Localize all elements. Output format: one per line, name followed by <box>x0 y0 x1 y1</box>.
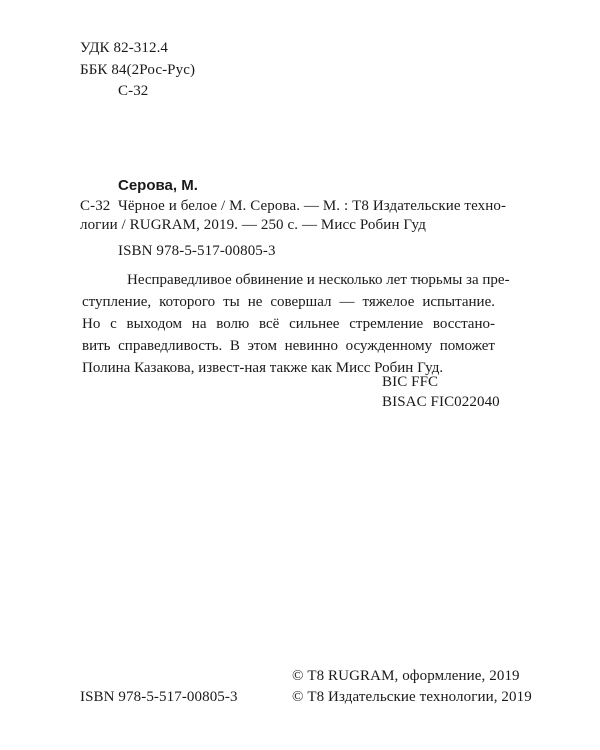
annotation-line: Но с выходом на волю всё сильнее стремление восстано- <box>82 316 495 332</box>
annotation-line: Полина Казакова, извест-ная также как Мисс Робин Гуд. <box>82 360 444 376</box>
udk-code: УДК 82-312.4 <box>80 40 169 56</box>
record-isbn: ISBN 978-5-517-00805-3 <box>118 243 276 259</box>
annotation-line: вить справедливость. В этом невинно осужденному поможет <box>82 338 495 354</box>
annotation-line: Несправедливое обвинение и несколько лет тюрьмы за пре- <box>127 272 510 288</box>
record-description-line2: логии / RUGRAM, 2019. — 250 с. — Мисс Робин Гуд <box>80 217 426 233</box>
annotation-line: ступление, которого ты не совершал — тяжелое испытание. <box>82 294 495 310</box>
bisac-code: BISAC FIC022040 <box>382 394 500 410</box>
author-name: Серова, М. <box>118 177 198 194</box>
author-sign-record: С-32 <box>80 198 111 214</box>
annotation-paragraph <box>82 269 510 379</box>
bic-code: BIC FFC <box>382 374 439 390</box>
copyright-publisher: © Т8 Издательские технологии, 2019 <box>292 689 532 705</box>
copyright-design: © Т8 RUGRAM, оформление, 2019 <box>292 668 520 684</box>
footer-isbn: ISBN 978-5-517-00805-3 <box>80 689 238 705</box>
bbk-code: ББК 84(2Рос-Рус) <box>80 62 196 78</box>
author-sign-top: С-32 <box>118 83 149 99</box>
record-description-line1: Чёрное и белое / М. Серова. — М. : Т8 Издательские техно- <box>118 198 507 214</box>
